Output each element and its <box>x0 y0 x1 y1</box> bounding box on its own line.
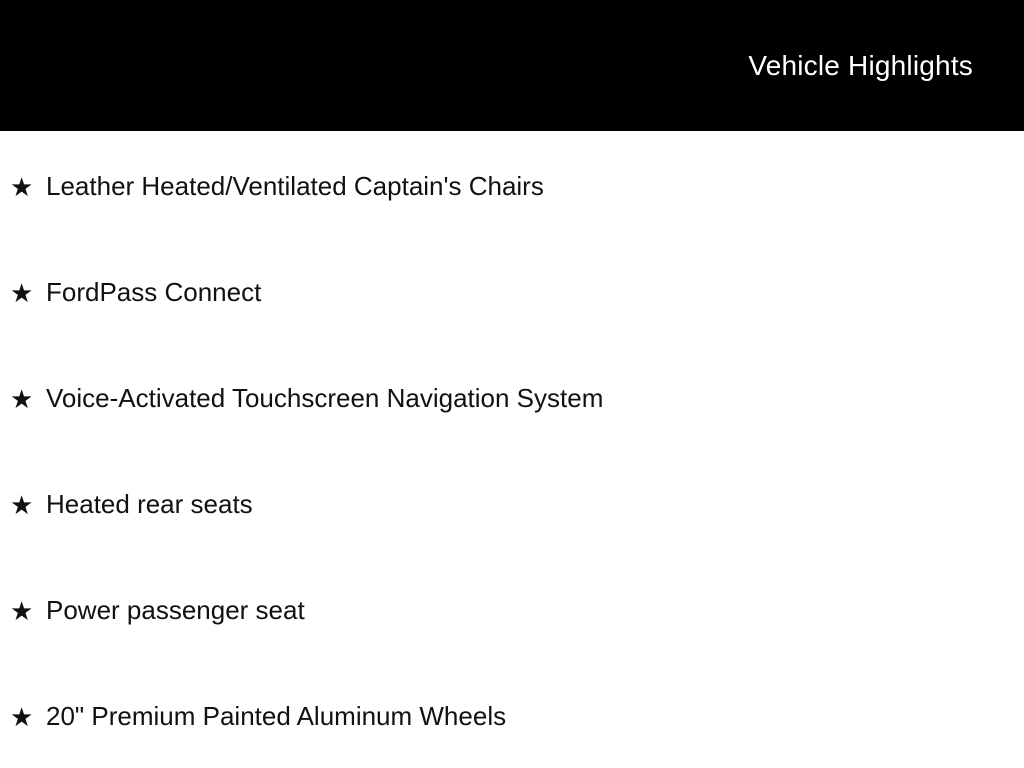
highlight-text: FordPass Connect <box>46 277 262 308</box>
highlight-text: Voice-Activated Touchscreen Navigation System <box>46 383 604 414</box>
star-icon: ★ <box>10 490 34 520</box>
list-item <box>0 664 1024 768</box>
star-icon: ★ <box>10 702 34 732</box>
star-icon: ★ <box>10 172 34 202</box>
highlight-text: Heated rear seats <box>46 489 253 520</box>
page-title: Vehicle Highlights <box>748 49 973 81</box>
star-icon: ★ <box>10 278 34 308</box>
star-icon: ★ <box>10 596 34 626</box>
star-icon: ★ <box>10 384 34 414</box>
list-item <box>0 452 1024 558</box>
list-item <box>0 240 1024 346</box>
list-item <box>0 346 1024 452</box>
header-bar <box>0 0 1024 131</box>
highlight-text: 20" Premium Painted Aluminum Wheels <box>46 701 507 732</box>
highlight-text: Leather Heated/Ventilated Captain's Chairs <box>46 171 544 202</box>
list-item <box>0 134 1024 240</box>
list-item <box>0 558 1024 664</box>
highlights-list <box>0 134 1024 768</box>
highlight-text: Power passenger seat <box>46 595 305 626</box>
